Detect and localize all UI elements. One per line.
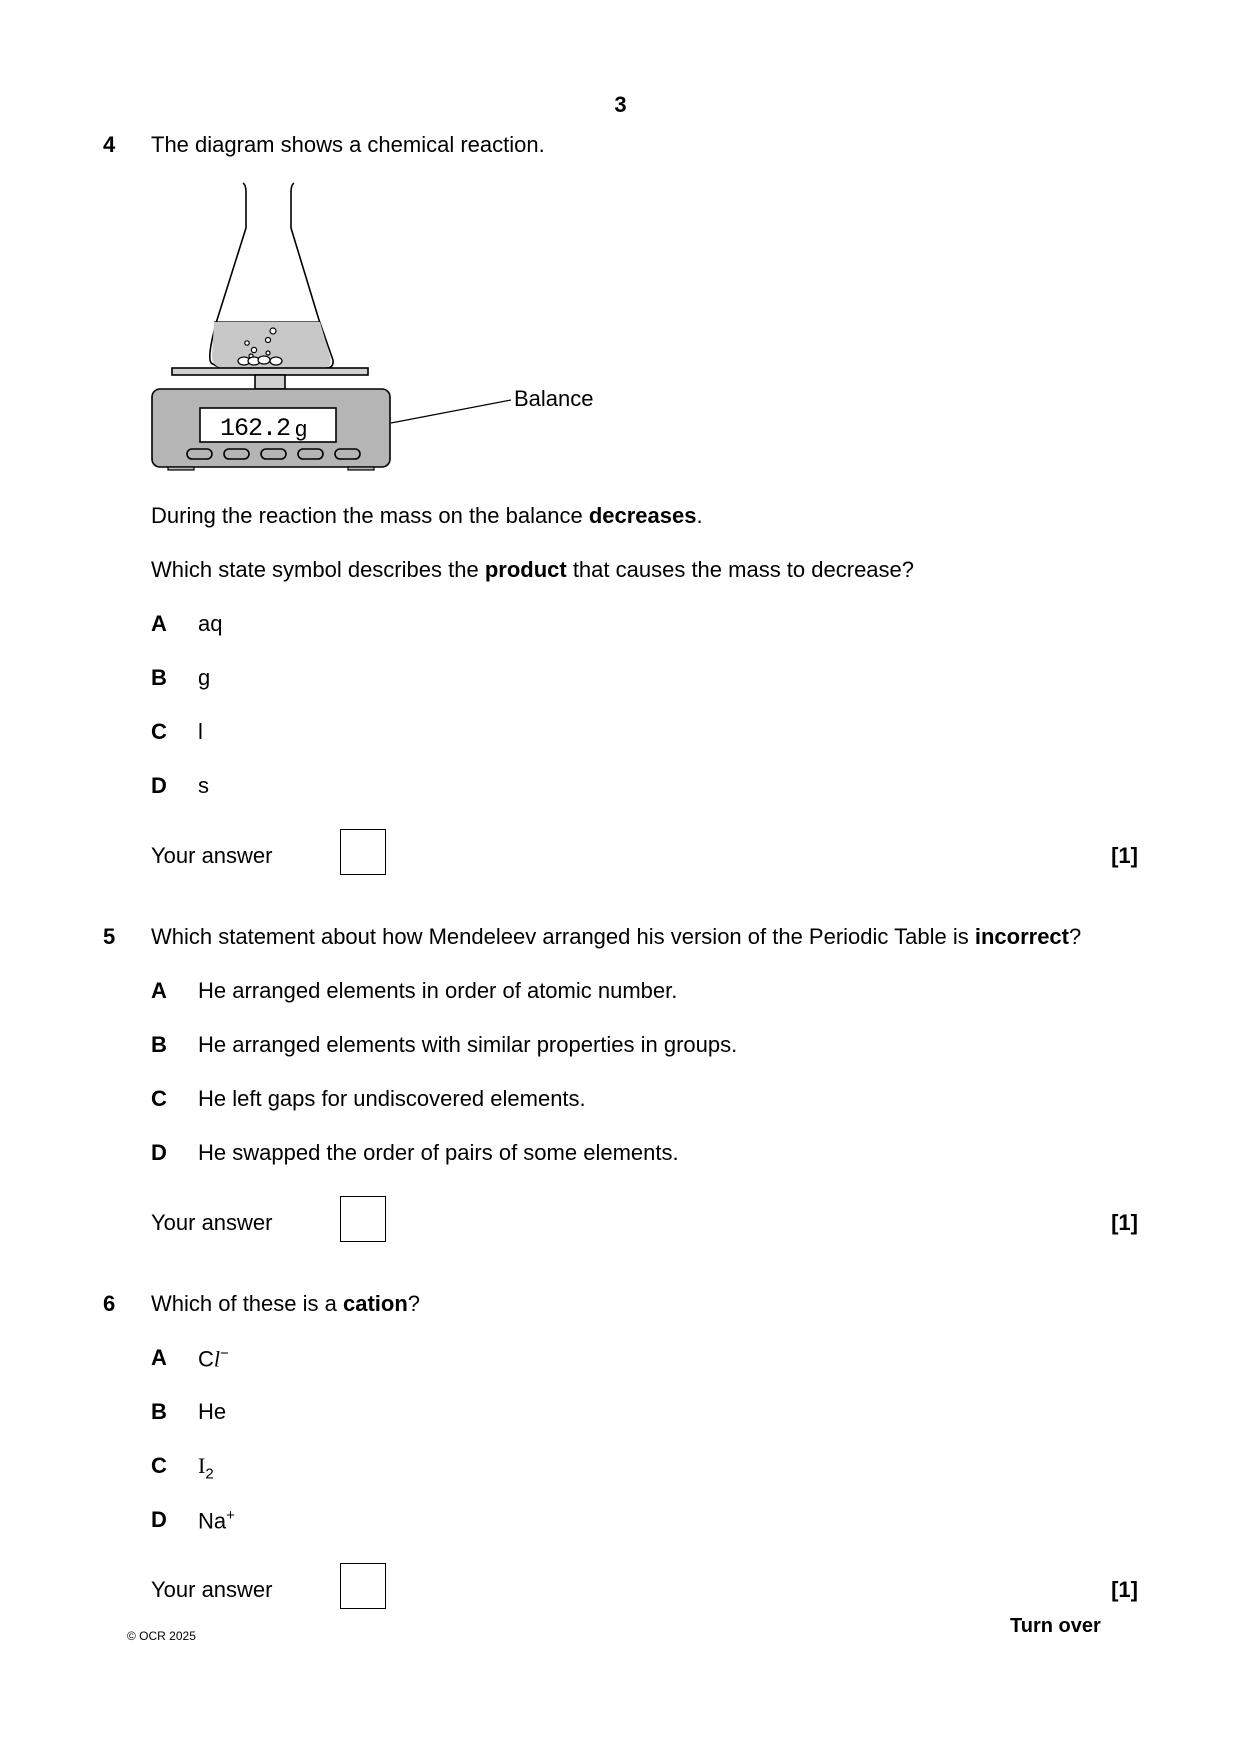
question-4-statement: During the reaction the mass on the balance decreases. [151, 503, 703, 528]
q6-option-a-letter: A [151, 1345, 167, 1370]
q5-answer-label: Your answer [151, 1210, 273, 1235]
q5-option-d-letter: D [151, 1140, 167, 1165]
question-4-stem: The diagram shows a chemical reaction. [151, 132, 545, 157]
q6-option-c-text: $I_2$ [198, 1453, 214, 1483]
q6-mark: [1] [1111, 1577, 1138, 1602]
q4-option-a-letter: A [151, 611, 167, 636]
copyright-notice: © OCR 2025 [127, 1629, 196, 1643]
balance-display-unit: g [295, 416, 308, 441]
question-5-stem: Which statement about how Mendeleev arranged his version of the Periodic Table is incorrect? [151, 924, 1082, 949]
q4-answer-label: Your answer [151, 843, 273, 868]
q5-option-b-letter: B [151, 1032, 167, 1057]
question-6-stem: Which of these is a cation? [151, 1291, 421, 1316]
q5-option-a-text: He arranged elements in order of atomic number. [198, 978, 678, 1003]
q4-option-b-text: g [198, 665, 211, 690]
q5-option-b-text: He arranged elements with similar properties in groups. [198, 1032, 738, 1057]
q4-answer-box[interactable] [340, 829, 386, 875]
q5-option-d-text: He swapped the order of pairs of some elements. [198, 1140, 679, 1165]
question-4-prompt: Which state symbol describes the product that causes the mass to decrease? [151, 557, 915, 582]
question-5-number: 5 [103, 924, 116, 949]
q4-option-d-text: s [198, 773, 209, 798]
q5-mark: [1] [1111, 1210, 1138, 1235]
q6-option-b-text: He [198, 1399, 227, 1424]
q5-option-c-letter: C [151, 1086, 167, 1111]
q6-answer-box[interactable] [340, 1563, 386, 1609]
q4-option-a-text: aq [198, 611, 223, 636]
q5-option-c-text: He left gaps for undiscovered elements. [198, 1086, 586, 1111]
question-4-number: 4 [103, 132, 116, 157]
q4-mark: [1] [1111, 843, 1138, 868]
balance-display-value: 162.2 [219, 414, 290, 443]
q4-option-c-text: l [198, 719, 203, 744]
q4-option-c-letter: C [151, 719, 167, 744]
q6-option-b-letter: B [151, 1399, 167, 1424]
balance-label: Balance [514, 386, 594, 411]
q5-option-a-letter: A [151, 978, 167, 1003]
balance-icon [152, 368, 511, 470]
q6-option-a-text: Cl− [198, 1345, 229, 1372]
page-number: 3 [614, 92, 627, 117]
q6-option-c-letter: C [151, 1453, 167, 1478]
q6-option-d-text: Na+ [198, 1507, 235, 1534]
balance-diagram [150, 180, 610, 475]
q6-option-d-letter: D [151, 1507, 167, 1532]
turn-over-label: Turn over [1010, 1615, 1101, 1637]
q4-option-d-letter: D [151, 773, 167, 798]
q6-answer-label: Your answer [151, 1577, 273, 1602]
q5-answer-box[interactable] [340, 1196, 386, 1242]
q4-option-b-letter: B [151, 665, 167, 690]
question-6-number: 6 [103, 1291, 116, 1316]
